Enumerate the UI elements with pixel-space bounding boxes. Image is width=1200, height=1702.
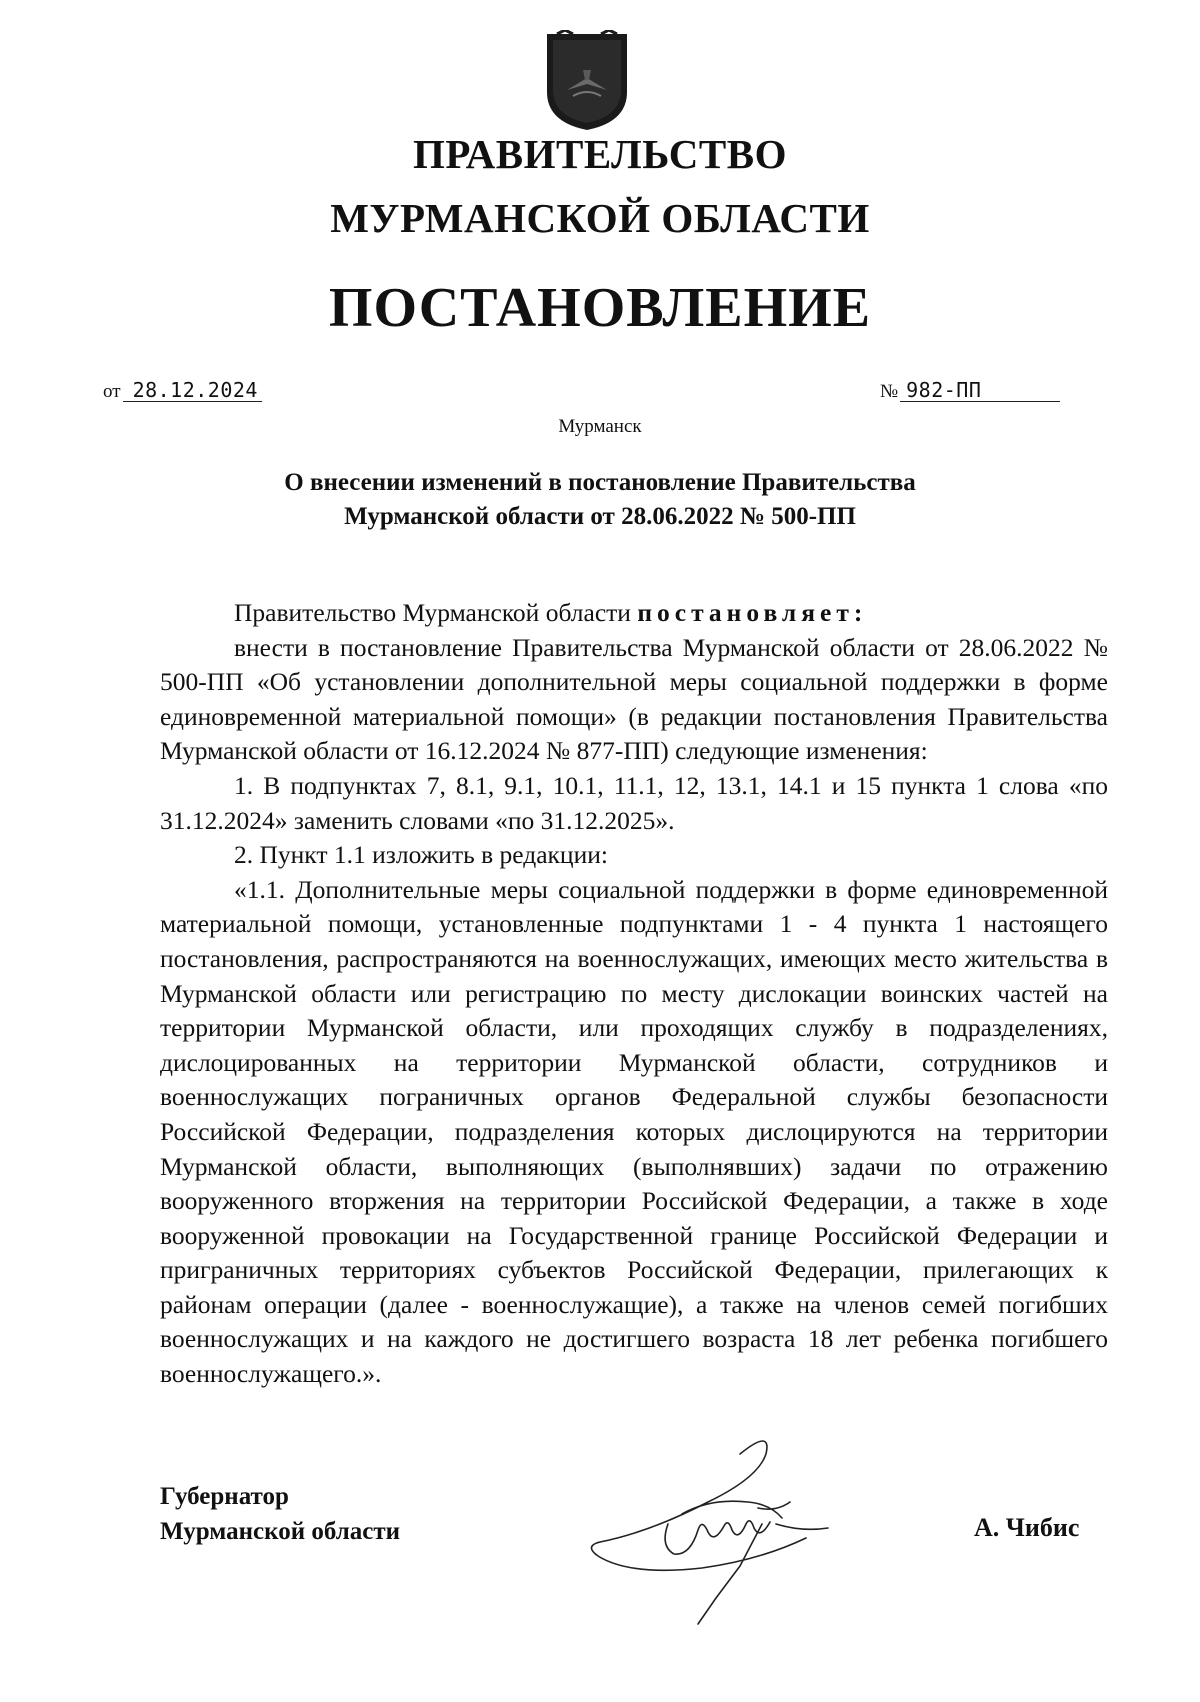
number-prefix: № xyxy=(880,381,899,402)
coat-of-arms-icon xyxy=(543,30,631,132)
body-paragraph-2: 1. В подпунктах 7, 8.1, 9.1, 10.1, 11.1, 12, 13.1, 14.1 и 15 пункта 1 слова «по 31.12.2024» заменить словами «по 31.12.2025». xyxy=(160,770,1108,835)
document-subject xyxy=(0,466,1200,534)
position-line1: Губернатор xyxy=(160,1483,289,1510)
signatory-position xyxy=(160,1479,400,1549)
body-intro xyxy=(160,596,1108,631)
signer-name: А. Чибис xyxy=(974,1513,1080,1542)
body-paragraph-1: внести в постановление Правительства Мурманской области от 28.06.2022 № 500-ПП «Об установлении дополнительной меры социальной поддержки в форме единовременной материальной помощи» (в редакции постановления Правительства Мурманской области от 16.12.2024 № 877-ПП) следующие изменения: xyxy=(160,632,1108,766)
document-date: 28.12.2024 xyxy=(123,379,262,402)
body-paragraph-3: 2. Пункт 1.1 изложить в редакции: xyxy=(234,840,608,870)
body-paragraph-4: «1.1. Дополнительные меры социальной поддержки в форме единовременной материальной помощи, установленные подпунктами 1 - 4 пункта 1 настоящего постановления, распространяются на военнослужащих, имеющих место жительства в Мурманской области или регистрацию по месту дислокации воинских частей на территории Мурманской области, или проходящих службу в подразделениях, дислоцированных на территории Мурманской области, сотрудников и военнослужащих пограничных органов Федеральной службы безопасности Российской Федерации, подразделения которых дислоцируются на территории Мурманской области, выполняющих (выполнявших) задачи по отражению вооруженного вторжения на территории Российской Федерации, а также в ходе вооруженной провокации на Государственной границе Российской Федерации и приграничных территориях субъектов Российской Федерации, прилегающих к районам операции (далее - военнослужащие), а также на членов семей погибших военнослужащих и на каждого не достигшего возраста 18 лет ребенка погибшего военнослужащего.». xyxy=(160,874,1108,1389)
city: Мурманск xyxy=(558,416,642,437)
org-title-line1: ПРАВИТЕЛЬСТВО xyxy=(412,131,788,177)
subject-line1: О внесении изменений в постановление Правительства xyxy=(284,469,916,496)
date-prefix: от xyxy=(103,381,121,402)
number-line xyxy=(880,379,1060,403)
handwritten-signature-icon xyxy=(590,1428,870,1628)
document-type: ПОСТАНОВЛЕНИЕ xyxy=(328,277,872,339)
document-number: 982-ПП xyxy=(900,379,1060,402)
org-title-line2: МУРМАНСКОЙ ОБЛАСТИ xyxy=(330,195,870,241)
intro-lead: Правительство Мурманской области xyxy=(234,598,638,627)
date-line xyxy=(103,379,262,403)
intro-verb: постановляет: xyxy=(637,598,868,627)
document-body xyxy=(160,596,1108,1392)
subject-line2: Мурманской области от 28.06.2022 № 500-ПП xyxy=(344,503,856,530)
position-line2: Мурманской области xyxy=(160,1518,401,1545)
